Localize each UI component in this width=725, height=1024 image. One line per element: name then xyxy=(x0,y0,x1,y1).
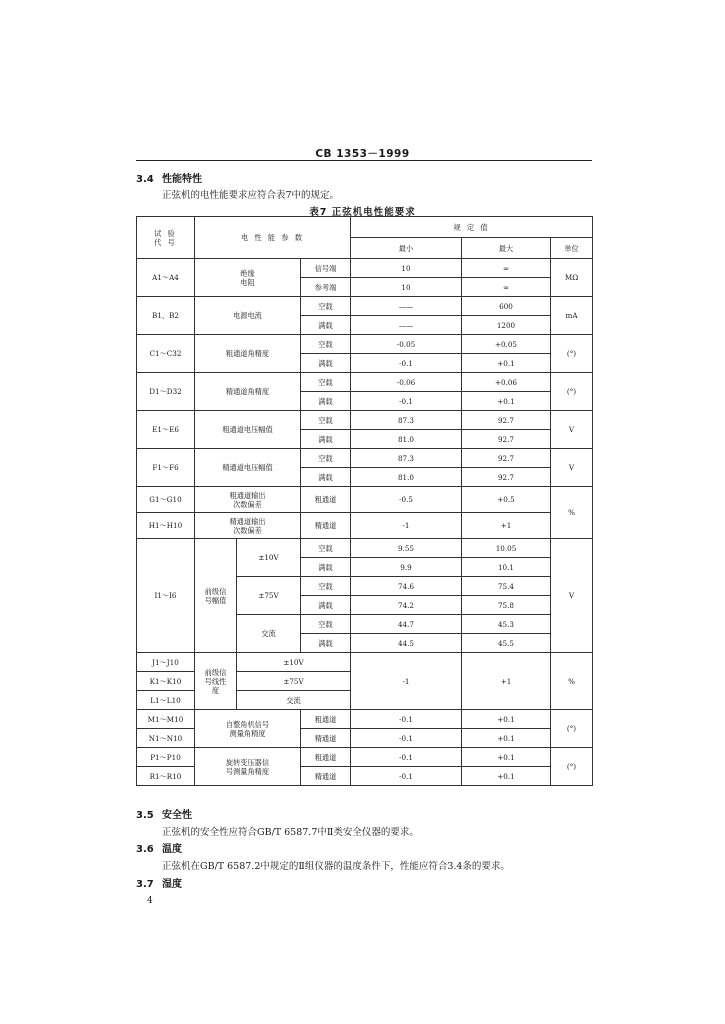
table-row xyxy=(137,373,593,392)
row-max: 45.5 xyxy=(462,634,551,653)
row-min: -0.06 xyxy=(351,373,462,392)
row-parameter: 精通道电压幅值 xyxy=(195,449,301,487)
row-max: 92.7 xyxy=(462,430,551,449)
table-row xyxy=(137,449,593,468)
section-number: 3.6 xyxy=(136,844,154,855)
row-max: 92.7 xyxy=(462,449,551,468)
table-row xyxy=(137,653,593,672)
row-max: 75.8 xyxy=(462,596,551,615)
row-condition: 满载 xyxy=(301,596,351,615)
row-max: +0.05 xyxy=(462,335,551,354)
table-title: 表7 正弦机电性能要求 xyxy=(309,207,416,218)
row-parameter: 粗通道电压幅值 xyxy=(195,411,301,449)
table-row xyxy=(137,411,593,430)
row-max: +1 xyxy=(462,653,551,710)
row-max: ∞ xyxy=(462,259,551,278)
page-number: 4 xyxy=(147,896,153,906)
row-max: +0.1 xyxy=(462,748,551,767)
row-code: E1～E6 xyxy=(137,411,195,449)
header-code: 试 验 代 号 xyxy=(137,217,195,259)
table-row xyxy=(137,539,593,558)
section-number: 3.7 xyxy=(136,879,154,890)
row-max: +1 xyxy=(462,513,551,539)
header-unit: 单位 xyxy=(551,238,593,259)
row-min: -0.1 xyxy=(351,729,462,748)
row-min: 81.0 xyxy=(351,468,462,487)
row-parameter: 自整角机信号 测量角精度 xyxy=(195,710,301,748)
row-min: -0.5 xyxy=(351,487,462,513)
section-3-4-heading xyxy=(136,170,202,185)
row-condition: 空载 xyxy=(301,411,351,430)
row-voltage-label: ±75V xyxy=(237,577,301,615)
row-code: G1～G10 xyxy=(137,487,195,513)
standard-code-header: CB 1353－1999 xyxy=(315,148,410,160)
table-row xyxy=(137,259,593,278)
row-max: +0.1 xyxy=(462,767,551,786)
section-title: 温度 xyxy=(162,844,182,855)
row-condition: 信号端 xyxy=(301,259,351,278)
row-unit: (°) xyxy=(551,710,593,748)
row-code: F1～F6 xyxy=(137,449,195,487)
row-unit: MΩ xyxy=(551,259,593,297)
row-condition: 满载 xyxy=(301,392,351,411)
row-code: N1～N10 xyxy=(137,729,195,748)
row-code: D1～D32 xyxy=(137,373,195,411)
row-max: 92.7 xyxy=(462,468,551,487)
row-condition: 精通道 xyxy=(301,513,351,539)
row-code: A1～A4 xyxy=(137,259,195,297)
row-min: -0.1 xyxy=(351,710,462,729)
row-unit: V xyxy=(551,449,593,487)
row-max: +0.1 xyxy=(462,710,551,729)
row-parameter: 粗通道输出 次数偏差 xyxy=(195,487,301,513)
row-condition: 满载 xyxy=(301,316,351,335)
header-max: 最大 xyxy=(462,238,551,259)
section-3-6-body: 正弦机在GB/T 6587.2中规定的Ⅱ组仪器的温度条件下，性能应符合3.4条的要求。 xyxy=(162,861,510,872)
row-parameter: 旋转变压器信 号测量角精度 xyxy=(195,748,301,786)
row-min: 10 xyxy=(351,278,462,297)
row-min: 44.5 xyxy=(351,634,462,653)
row-min: 10 xyxy=(351,259,462,278)
table-row xyxy=(137,513,593,539)
row-parameter: 绝缘 电阻 xyxy=(195,259,301,297)
row-min: —— xyxy=(351,297,462,316)
row-unit: (°) xyxy=(551,335,593,373)
row-max: +0.1 xyxy=(462,729,551,748)
row-unit: % xyxy=(551,487,593,539)
row-min: 74.2 xyxy=(351,596,462,615)
row-condition: 参考端 xyxy=(301,278,351,297)
row-parameter: 电源电流 xyxy=(195,297,301,335)
row-min: 9.55 xyxy=(351,539,462,558)
section-3-5-heading xyxy=(136,806,192,821)
row-min: —— xyxy=(351,316,462,335)
row-condition: 空载 xyxy=(301,335,351,354)
row-max: 45.3 xyxy=(462,615,551,634)
row-condition: 空载 xyxy=(301,577,351,596)
header-parameter: 电 性 能 参 数 xyxy=(195,217,351,259)
row-code: H1～H10 xyxy=(137,513,195,539)
row-parameter: 前级信 号幅值 xyxy=(195,539,237,653)
row-max: 75.4 xyxy=(462,577,551,596)
row-code: P1～P10 xyxy=(137,748,195,767)
header-rule xyxy=(136,160,592,161)
row-voltage-label: ±10V xyxy=(237,539,301,577)
row-code: I1～I6 xyxy=(137,539,195,653)
row-max: +0.1 xyxy=(462,392,551,411)
electrical-performance-table xyxy=(136,216,593,786)
row-condition: 空载 xyxy=(301,615,351,634)
row-unit: V xyxy=(551,539,593,653)
row-condition: 满载 xyxy=(301,468,351,487)
row-condition: 满载 xyxy=(301,634,351,653)
section-title: 性能特性 xyxy=(162,174,202,185)
row-code: J1～J10 xyxy=(137,653,195,672)
row-min: -0.05 xyxy=(351,335,462,354)
table-row xyxy=(137,297,593,316)
row-min: 87.3 xyxy=(351,411,462,430)
row-code: B1、B2 xyxy=(137,297,195,335)
row-max: 10.05 xyxy=(462,539,551,558)
row-min: 81.0 xyxy=(351,430,462,449)
row-code: C1～C32 xyxy=(137,335,195,373)
row-unit: (°) xyxy=(551,373,593,411)
section-number: 3.4 xyxy=(136,174,154,185)
row-min: -0.1 xyxy=(351,392,462,411)
row-max: 1200 xyxy=(462,316,551,335)
row-code: L1～L10 xyxy=(137,691,195,710)
row-condition: 粗通道 xyxy=(301,748,351,767)
row-min: -1 xyxy=(351,513,462,539)
row-voltage-label: ±10V xyxy=(237,653,351,672)
row-unit: V xyxy=(551,411,593,449)
row-condition: 空载 xyxy=(301,373,351,392)
row-condition: 精通道 xyxy=(301,729,351,748)
row-unit: mA xyxy=(551,297,593,335)
section-number: 3.5 xyxy=(136,810,154,821)
row-max: +0.06 xyxy=(462,373,551,392)
row-min: -0.1 xyxy=(351,767,462,786)
row-condition: 满载 xyxy=(301,354,351,373)
row-max: +0.5 xyxy=(462,487,551,513)
row-condition: 空载 xyxy=(301,449,351,468)
row-max: 600 xyxy=(462,297,551,316)
section-3-4-body: 正弦机的电性能要求应符合表7中的规定。 xyxy=(162,190,340,201)
row-min: 9.9 xyxy=(351,558,462,577)
row-condition: 粗通道 xyxy=(301,487,351,513)
section-3-5-body: 正弦机的安全性应符合GB/T 6587.7中Ⅱ类安全仪器的要求。 xyxy=(162,827,419,838)
table-row xyxy=(137,748,593,767)
section-3-7-heading xyxy=(136,875,182,890)
header-min: 最小 xyxy=(351,238,462,259)
row-min: -0.1 xyxy=(351,354,462,373)
row-min: 87.3 xyxy=(351,449,462,468)
row-min: 44.7 xyxy=(351,615,462,634)
row-voltage-label: ±75V xyxy=(237,672,351,691)
row-unit: (°) xyxy=(551,748,593,786)
row-parameter: 精通道输出 次数偏差 xyxy=(195,513,301,539)
row-max: ∞ xyxy=(462,278,551,297)
row-parameter: 精通道角精度 xyxy=(195,373,301,411)
row-voltage-label: 交流 xyxy=(237,615,301,653)
row-voltage-label: 交流 xyxy=(237,691,351,710)
header-spec-value: 规 定 值 xyxy=(351,217,593,238)
row-max: +0.1 xyxy=(462,354,551,373)
section-title: 安全性 xyxy=(162,810,192,821)
row-condition: 满载 xyxy=(301,558,351,577)
row-condition: 空载 xyxy=(301,539,351,558)
row-parameter: 粗通道角精度 xyxy=(195,335,301,373)
row-max: 10.1 xyxy=(462,558,551,577)
row-condition: 粗通道 xyxy=(301,710,351,729)
row-max: 92.7 xyxy=(462,411,551,430)
row-condition: 空载 xyxy=(301,297,351,316)
section-3-6-heading xyxy=(136,840,182,855)
table-row xyxy=(137,335,593,354)
table-row xyxy=(137,487,593,513)
row-code: M1～M10 xyxy=(137,710,195,729)
row-min: -0.1 xyxy=(351,748,462,767)
section-title: 湿度 xyxy=(162,879,182,890)
row-min: -1 xyxy=(351,653,462,710)
row-condition: 满载 xyxy=(301,430,351,449)
row-code: R1～R10 xyxy=(137,767,195,786)
row-condition: 精通道 xyxy=(301,767,351,786)
row-code: K1～K10 xyxy=(137,672,195,691)
row-min: 74.6 xyxy=(351,577,462,596)
row-unit: % xyxy=(551,653,593,710)
row-parameter: 前级信 号线性 度 xyxy=(195,653,237,710)
table-row xyxy=(137,710,593,729)
